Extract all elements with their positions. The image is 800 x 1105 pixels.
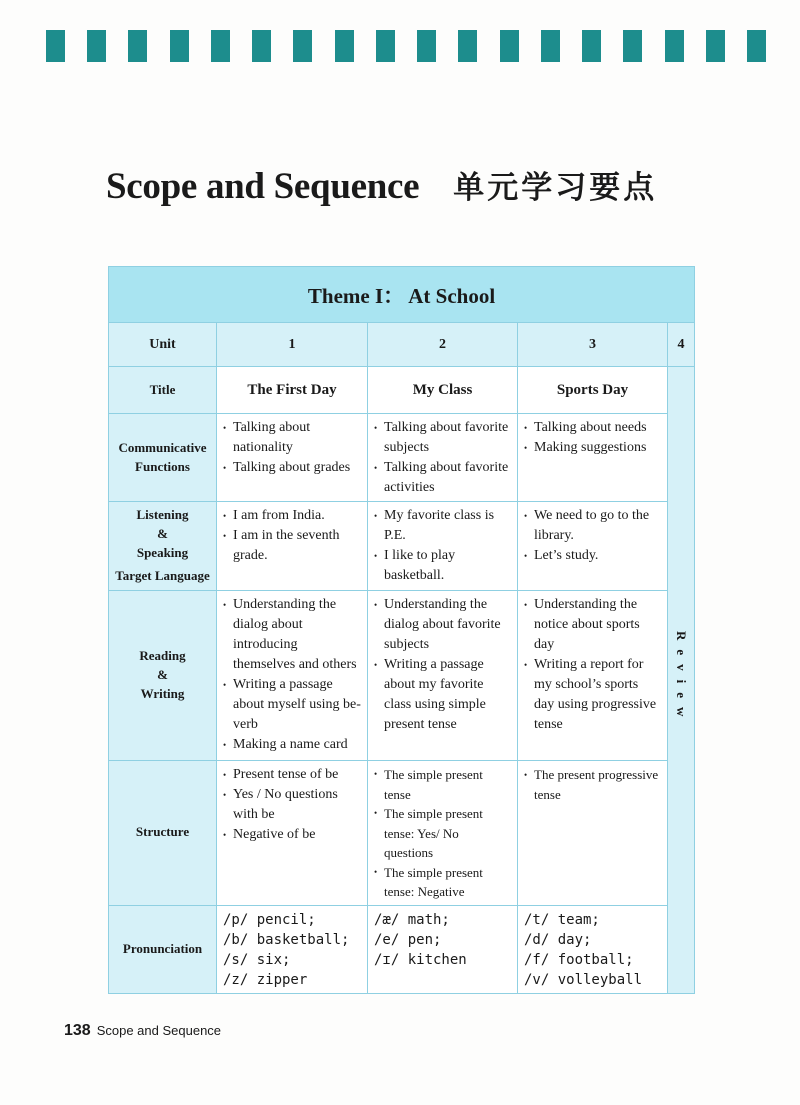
footer-text: Scope and Sequence: [96, 1023, 222, 1038]
phoneme-line: /v/ volleyball: [524, 971, 643, 988]
phoneme-line: /d/ day;: [524, 931, 592, 948]
stripe-block: [706, 30, 725, 62]
unit-3: 3: [518, 323, 668, 367]
listening-unit-2: [368, 502, 518, 591]
title-unit-2: My Class: [368, 367, 518, 414]
stripe-block: [747, 30, 766, 62]
stripe-block: [500, 30, 519, 62]
row-label-reading: [109, 591, 217, 761]
stripe-block: [293, 30, 312, 62]
reading-unit-3: [518, 591, 668, 761]
stripe-block: [170, 30, 189, 62]
communicative-unit-1: [217, 414, 368, 502]
row-label-listening: [109, 502, 217, 591]
pronunciation-unit-2: [368, 905, 518, 993]
page-title: [106, 162, 657, 208]
row-label-pronunciation: Pronunciation: [109, 905, 217, 993]
structure-unit-3: [518, 761, 668, 906]
phoneme-line: /s/ six;: [223, 951, 291, 968]
phoneme-line: /t/ team;: [524, 911, 600, 928]
unit-1: 1: [217, 323, 368, 367]
stripe-block: [665, 30, 684, 62]
stripe-block: [252, 30, 271, 62]
list-item: • I am from India.: [223, 506, 361, 526]
phoneme-line: /e/ pen;: [374, 931, 442, 948]
structure-row: [109, 761, 695, 906]
label-line: Communicative: [118, 439, 207, 455]
list-item: • Writing a passage about myself using be-verb: [223, 675, 361, 735]
list-item: • Yes / No questions with be: [223, 785, 361, 825]
page-footer: [64, 1022, 221, 1040]
stripe-block: [582, 30, 601, 62]
list-item: • Talking about favorite subjects: [374, 418, 511, 458]
list-item: • We need to go to the library.: [524, 506, 661, 546]
phoneme-line: /f/ football;: [524, 951, 634, 968]
list-item: • Writing a report for my school’s sports day using progressive tense: [524, 655, 661, 735]
list-item: • Understanding the dialog about favorite subjects: [374, 595, 511, 655]
page-title-zh: 单元学习要点: [453, 170, 658, 206]
phoneme-line: /b/ basketball;: [223, 931, 350, 948]
title-unit-1: The First Day: [217, 367, 368, 414]
list-item: • Let’s study.: [524, 546, 661, 566]
list-item: • Understanding the dialog about introducing themselves and others: [223, 595, 361, 675]
label-line: Speaking: [136, 545, 189, 560]
list-item: • Talking about nationality: [223, 418, 361, 458]
list-item: • The simple present tense: Yes/ No questions: [374, 804, 511, 863]
title-unit-3: Sports Day: [518, 367, 668, 414]
list-item: • Making a name card: [223, 735, 361, 755]
stripe-block: [623, 30, 642, 62]
page-title-en: Scope and Sequence: [106, 166, 420, 207]
stripe-block: [211, 30, 230, 62]
phoneme-line: /ɪ/ kitchen: [374, 951, 467, 968]
phoneme-line: /p/ pencil;: [223, 911, 316, 928]
unit-label: Unit: [109, 323, 217, 367]
reading-unit-2: [368, 591, 518, 761]
unit-2: 2: [368, 323, 518, 367]
list-item: • My favorite class is P.E.: [374, 506, 511, 546]
review-label: Review: [674, 630, 690, 725]
decorative-top-stripe: [46, 30, 766, 62]
list-item: • Making suggestions: [524, 438, 661, 458]
label-line: &: [157, 526, 168, 542]
communicative-unit-3: [518, 414, 668, 502]
reading-row: [109, 591, 695, 761]
label-line: Writing: [140, 685, 185, 701]
list-item: • Talking about needs: [524, 418, 661, 438]
reading-unit-1: [217, 591, 368, 761]
stripe-block: [128, 30, 147, 62]
listening-row: [109, 502, 695, 591]
structure-unit-1: [217, 761, 368, 906]
communicative-row: [109, 414, 695, 502]
row-label-title: Title: [109, 367, 217, 414]
list-item: • Talking about grades: [223, 458, 361, 478]
stripe-block: [417, 30, 436, 62]
list-item: • I like to play basketball.: [374, 546, 511, 586]
pronunciation-row: [109, 905, 695, 993]
phoneme-line: /æ/ math;: [374, 911, 450, 928]
stripe-block: [46, 30, 65, 62]
list-item: • I am in the seventh grade.: [223, 526, 361, 566]
pronunciation-unit-3: [518, 905, 668, 993]
listening-unit-1: [217, 502, 368, 591]
structure-unit-2: [368, 761, 518, 906]
theme-row: [109, 267, 695, 323]
list-item: • The simple present tense: Negative: [374, 863, 511, 902]
scope-sequence-table: [108, 266, 695, 994]
unit-row: [109, 323, 695, 367]
stripe-block: [458, 30, 477, 62]
label-line: Functions: [135, 458, 190, 474]
list-item: • The present progressive tense: [524, 765, 661, 805]
list-item: • The simple present tense: [374, 765, 511, 804]
listening-unit-3: [518, 502, 668, 591]
list-item: • Understanding the notice about sports day: [524, 595, 661, 655]
row-label-communicative: [109, 414, 217, 502]
unit-4: 4: [668, 323, 695, 367]
list-item: • Present tense of be: [223, 765, 361, 785]
page-number: 138: [64, 1022, 91, 1039]
pronunciation-unit-1: [217, 905, 368, 993]
row-label-structure: Structure: [109, 761, 217, 906]
stripe-block: [87, 30, 106, 62]
title-row: [109, 367, 695, 414]
list-item: • Negative of be: [223, 825, 361, 845]
list-item: • Writing a passage about my favorite class using simple present tense: [374, 655, 511, 735]
list-item: • Talking about favorite activities: [374, 458, 511, 498]
label-line: Listening: [136, 507, 189, 523]
theme-title: Theme I： At School: [109, 267, 695, 323]
stripe-block: [376, 30, 395, 62]
label-line: Target Language: [115, 567, 210, 583]
stripe-block: [335, 30, 354, 62]
phoneme-line: /z/ zipper: [223, 971, 308, 988]
label-line: Reading: [139, 648, 186, 664]
review-column: [668, 367, 695, 994]
stripe-block: [541, 30, 560, 62]
communicative-unit-2: [368, 414, 518, 502]
label-line: &: [157, 667, 168, 683]
